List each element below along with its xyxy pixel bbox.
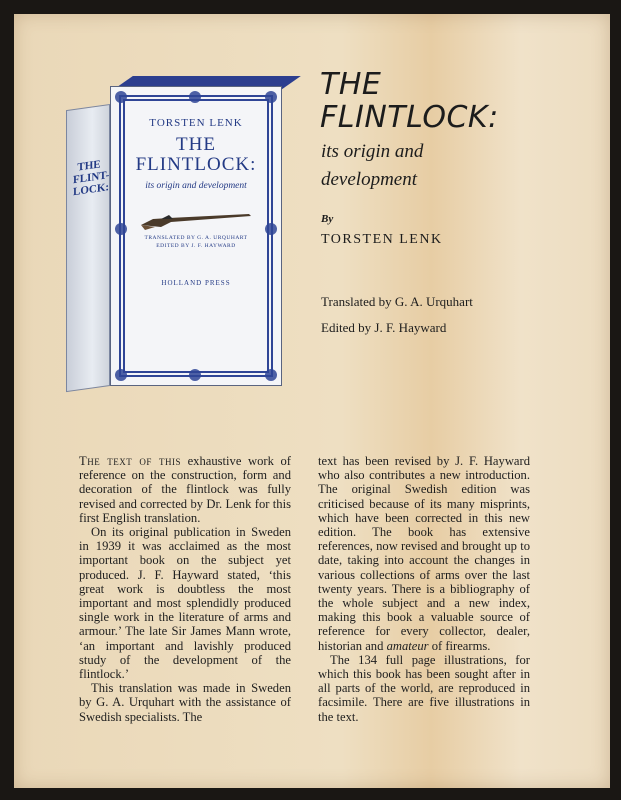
blurb-paragraph: The 134 full page illustrations, for which this book has been sought after in all parts of the world, are reproduced in facsimile. There are five illustrations in the text. <box>318 652 530 724</box>
cover-subtitle: its origin and development <box>145 181 247 191</box>
cover-title: THE FLINTLOCK: <box>135 134 257 175</box>
blurb-paragraph: This translation was made in Sweden by G. A. Urquhart with the assistance of Swedish specialists. The <box>79 681 291 724</box>
side-ornament-icon <box>265 223 277 235</box>
blurb-paragraph: On its original publication in Sweden in 1939 it was acclaimed as the most important book on the subject yet produced. J. F. Hayward stated, ‘this great work is doubtless the most important and most splendidly produced single work in the literature of arms and armour.’ The late Sir James Mann wrote, ‘an important and lavishly produced study of the development of the flintlock.’ <box>79 525 291 682</box>
corner-ornament-icon <box>265 369 277 381</box>
book-title: THE FLINTLOCK: <box>320 67 499 135</box>
corner-ornament-icon <box>115 91 127 103</box>
blurb-column-right <box>318 454 530 724</box>
book-cover <box>110 86 282 386</box>
corner-ornament-icon <box>115 369 127 381</box>
spine-title: THE FLINT-LOCK: <box>73 158 110 199</box>
editor-credit: Edited by J. F. Hayward <box>321 320 447 335</box>
author-name: TORSTEN LENK <box>321 232 443 247</box>
book-illustration <box>66 66 281 386</box>
dust-jacket <box>14 14 610 788</box>
book-subtitle: its origin and development <box>321 141 424 190</box>
book-spine <box>66 104 110 392</box>
cover-translator: TRANSLATED BY G. A. URQUHART <box>144 235 248 241</box>
cover-editor: EDITED BY J. F. HAYWARD <box>156 243 236 249</box>
by-label: By <box>321 213 334 225</box>
blurb-paragraph: text has been revised by J. F. Hayward who also contributes a new introduction. The original Swedish edition was criticised because of its many misprints, which have been corrected in this new edition. The book has extensive references, now revised and brought up to date, taking into account the changes in various collections of arms over the last twenty years. There is a bibliography of the whole subject and a new index, making this book a valuable source of reference for every collector, dealer, historian and amateur of firearms. <box>318 454 530 653</box>
cover-publisher: HOLLAND PRESS <box>161 279 231 287</box>
corner-ornament-icon <box>265 91 277 103</box>
blurb-paragraph: The text of this exhaustive work of reference on the construction, form and decoration of the flintlock was fully revised and corrected by Dr. Lenk for this first English translation. <box>79 454 291 525</box>
translator-credit: Translated by G. A. Urquhart <box>321 294 473 309</box>
side-ornament-icon <box>115 223 127 235</box>
flintlock-gun-icon <box>139 205 255 231</box>
blurb-column-left <box>79 454 291 724</box>
cover-author: TORSTEN LENK <box>149 117 243 129</box>
bottom-ornament-icon <box>189 369 201 381</box>
top-ornament-icon <box>189 91 201 103</box>
